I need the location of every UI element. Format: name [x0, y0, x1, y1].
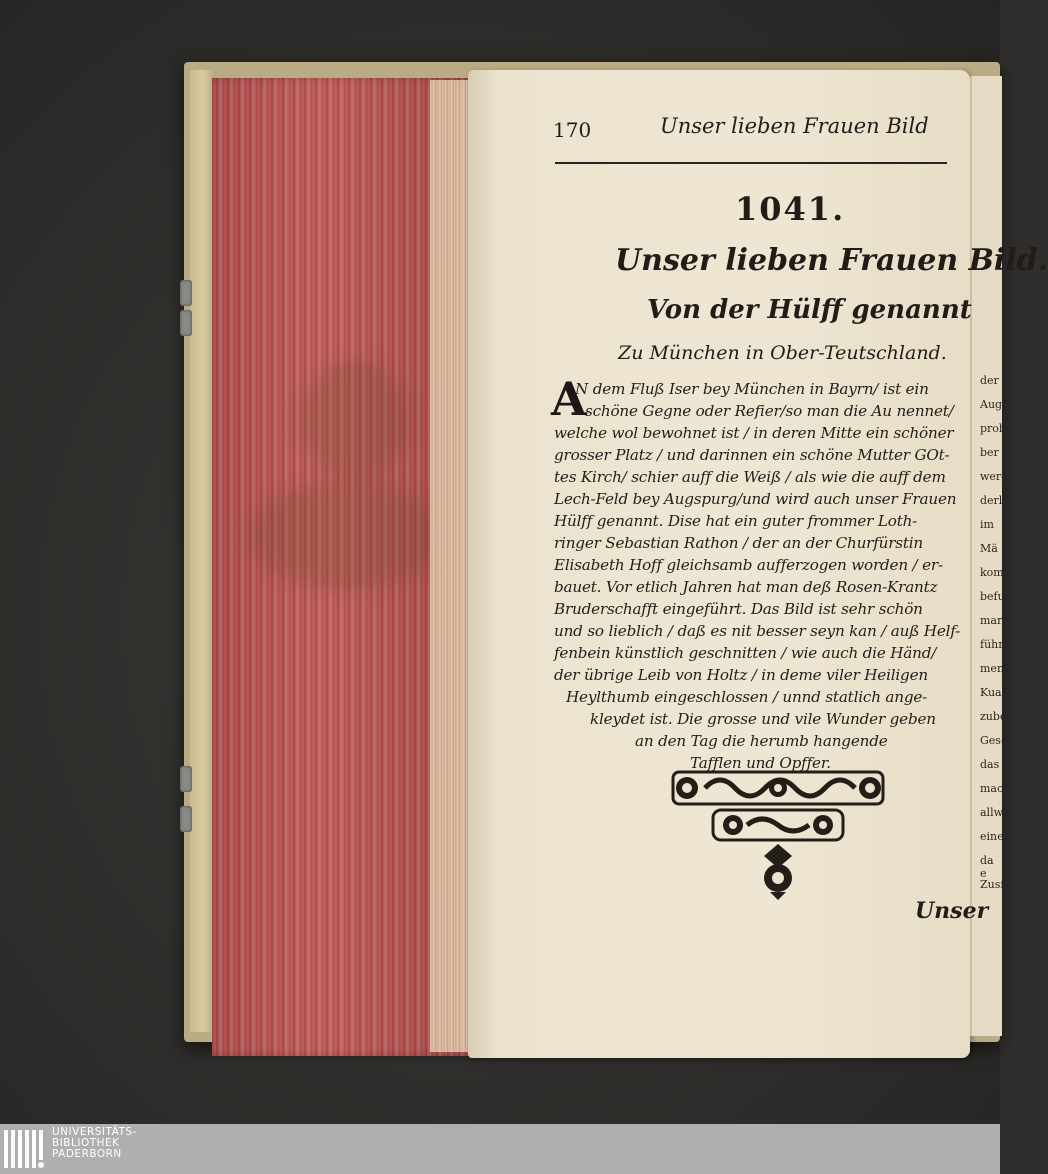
body-line: Hülff genannt. Dise hat ein guter frommer Loth- — [554, 512, 918, 530]
next-page-fragment: men — [980, 662, 1005, 675]
body-line: welche wol bewohnet ist / in deren Mitte ein schöner — [554, 424, 954, 442]
next-page-fragment: derl — [980, 494, 1003, 507]
next-page-sliver — [970, 76, 1009, 1036]
entry-subtitle: Von der Hülff genannt — [647, 295, 972, 325]
next-page-fragment: eine — [980, 830, 1004, 843]
header-rule — [555, 162, 947, 164]
page-number: 170 — [553, 118, 592, 142]
next-page-fragment: Mä — [980, 542, 998, 555]
entry-number: 1041. — [735, 190, 846, 228]
next-page-fragment: mac — [980, 782, 1004, 795]
body-line: Elisabeth Hoff gleichsamb aufferzogen worden / er- — [554, 556, 943, 574]
drop-cap: A — [551, 372, 587, 426]
body-line: N dem Fluß Iser bey München in Bayrn/ ist ein — [575, 380, 929, 398]
clasp-bottom-2 — [180, 806, 192, 832]
next-page-fragment: zube — [980, 710, 1007, 723]
entry-location: Zu München in Ober-Teutschland. — [618, 342, 947, 364]
university-logo-icon — [4, 1128, 46, 1170]
next-page-fragment: ber — [980, 446, 999, 459]
entry-title: Unser lieben Frauen Bild. — [615, 243, 1048, 278]
body-line: und so lieblich / daß es nit besser seyn kan / auß Helf- — [554, 622, 961, 640]
body-line: kleydet ist. Die grosse und vile Wunder geben — [590, 710, 936, 728]
footer-institution-line-2: BIBLIOTHEK — [52, 1137, 120, 1149]
next-page-fragment: Aug — [980, 398, 1003, 411]
next-page-fragment: im — [980, 518, 994, 531]
next-page-fragment: werd — [980, 470, 1009, 483]
footer-institution-line-3: PADERBORN — [52, 1148, 122, 1160]
running-head: Unser lieben Frauen Bild — [660, 114, 929, 138]
body-line: Tafflen und Opffer. — [690, 754, 831, 772]
body-line: Heylthumb eingeschlossen / unnd statlich ange- — [566, 688, 928, 706]
footer-bar — [0, 1124, 1000, 1174]
body-line: der übrige Leib von Holtz / in deme viler Heiligen — [554, 666, 928, 684]
body-line: schöne Gegne oder Refier/so man die Au nennet/ — [585, 402, 954, 420]
next-page-fragment: befu — [980, 590, 1005, 603]
next-page-fragment: das — [980, 758, 1000, 771]
water-stain — [300, 360, 410, 480]
footer-institution-line-1: UNIVERSITÄTS- — [52, 1126, 137, 1138]
body-line: an den Tag die herumb hangende — [635, 732, 888, 750]
body-line: Lech-Feld bey Augspurg/und wird auch unser Frauen — [554, 490, 957, 508]
body-line: bauet. Vor etlich Jahren hat man deß Rosen-Krantz — [554, 578, 938, 596]
catchword: Unser — [915, 898, 989, 924]
body-line: Bruderschafft eingeführt. Das Bild ist sehr schön — [554, 600, 923, 618]
clasp-top-2 — [180, 310, 192, 336]
body-line: tes Kirch/ schier auff die Weiß / als wie die auff dem — [554, 468, 946, 486]
next-page-fragment: Zusf — [980, 878, 1005, 891]
clasp-top — [180, 280, 192, 306]
next-page-fragment: der — [980, 374, 999, 387]
next-page-fragment: mar — [980, 614, 1003, 627]
water-stain-2 — [250, 480, 440, 590]
next-page-fragment: führ — [980, 638, 1004, 651]
body-line: ringer Sebastian Rathon / der an der Churfürstin — [554, 534, 924, 552]
clasp-bottom — [180, 766, 192, 792]
next-page-fragment: kom — [980, 566, 1004, 579]
next-page-fragment: allw — [980, 806, 1004, 819]
page-edges-light — [430, 80, 470, 1052]
body-line: fenbein künstlich geschnitten / wie auch die Händ/ — [554, 644, 937, 662]
body-line: grosser Platz / und darinnen ein schöne Mutter GOt- — [554, 446, 950, 464]
next-page-fragment: da e — [980, 854, 994, 880]
next-page-fragment: prob — [980, 422, 1006, 435]
next-page-fragment: Kua — [980, 686, 1002, 699]
ornament-tailpiece — [665, 766, 890, 901]
next-page-fragment: Gesc — [980, 734, 1008, 747]
